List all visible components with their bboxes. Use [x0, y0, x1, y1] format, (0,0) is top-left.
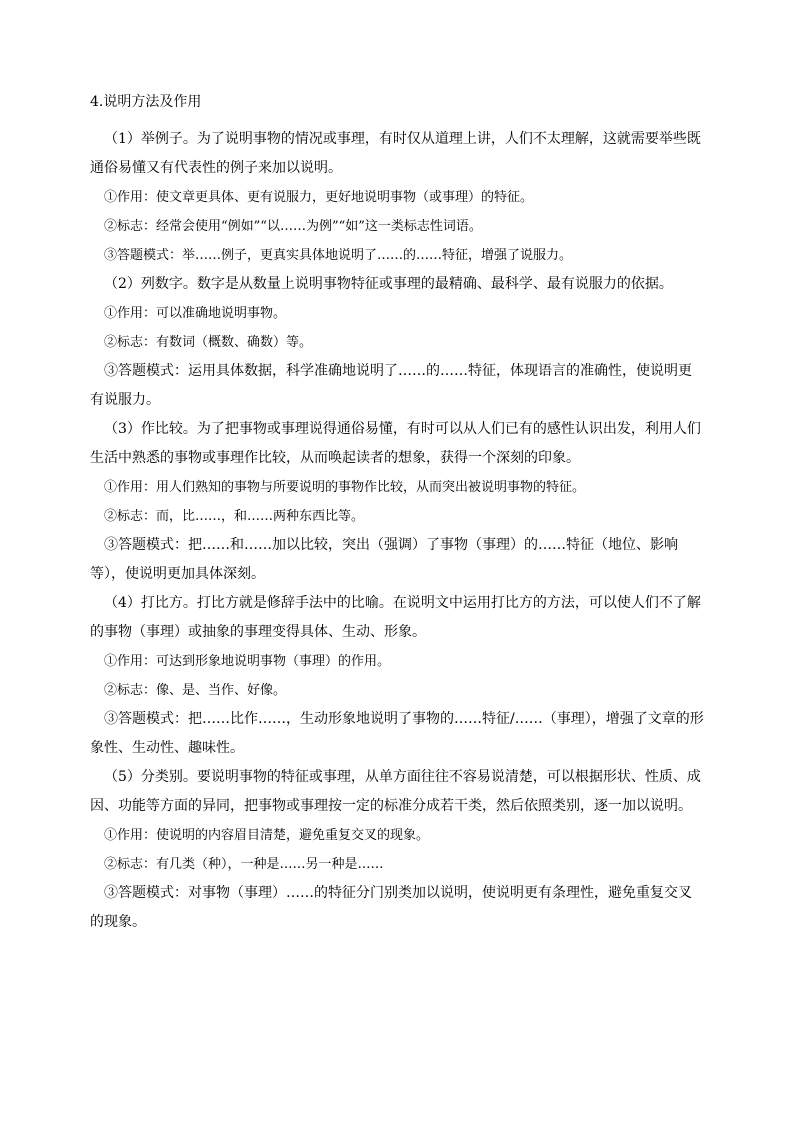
section-example [90, 125, 704, 270]
method-effect: ①作用：使说明的内容眉目清楚，避免重复交叉的现象。 [104, 828, 430, 843]
method-template: ③答题模式：把……和……加以比较，突出（强调）了事物（事理）的……特征（地位、影响等），使说明更加具体深刻。 [90, 537, 678, 582]
section-analogy [90, 589, 704, 763]
method-template: ③答题模式：举……例子，更真实具体地说明了……的……特征，增强了说服力。 [104, 248, 573, 263]
method-marker: ②标志：经常会使用“例如”“以……为例”“如”这一类标志性词语。 [104, 219, 482, 234]
section-classification [90, 763, 704, 937]
method-template: ③答题模式：把……比作……，生动形象地说明了事物的……特征/……（事理），增强了文章的形象性、生动性、趣味性。 [90, 711, 704, 756]
method-intro: （1）举例子。为了说明事物的情况或事理，有时仅从道理上讲，人们不太理解，这就需要举些既通俗易懂又有代表性的例子来加以说明。 [90, 131, 701, 176]
section-numbers [90, 270, 704, 415]
method-marker: ②标志：有几类（种），一种是……另一种是…… [104, 857, 384, 872]
method-effect: ①作用：可达到形象地说明事物（事理）的作用。 [104, 654, 391, 669]
method-intro: （3）作比较。为了把事物或事理说得通俗易懂，有时可以从人们已有的感性认识出发，利用人们生活中熟悉的事物或事理作比较，从而唤起读者的想象，获得一个深刻的印象。 [90, 421, 701, 466]
method-marker: ②标志：有数词（概数、确数）等。 [104, 335, 313, 350]
method-template: ③答题模式：运用具体数据，科学准确地说明了……的……特征，体现语言的准确性，使说明更有说服力。 [90, 363, 692, 408]
method-intro: （2）列数字。数字是从数量上说明事物特征或事理的最精确、最科学、最有说服力的依据。 [104, 276, 673, 292]
section-comparison [90, 415, 704, 589]
method-template: ③答题模式：对事物（事理）……的特征分门别类加以说明，使说明更有条理性，避免重复交叉的现象。 [90, 885, 692, 930]
method-intro: （5）分类别。要说明事物的特征或事理，从单方面往往不容易说清楚，可以根据形状、性质、成因、功能等方面的异同，把事物或事理按一定的标准分成若干类，然后依照类别，逐一加以说明。 [90, 769, 701, 814]
section-heading: 4.说明方法及作用 [90, 94, 202, 110]
method-marker: ②标志：像、是、当作、好像。 [104, 683, 287, 698]
method-intro: （4）打比方。打比方就是修辞手法中的比喻。在说明文中运用打比方的方法，可以使人们不了解的事物（事理）或抽象的事理变得具体、生动、形象。 [90, 595, 701, 640]
method-effect: ①作用：使文章更具体、更有说服力，更好地说明事物（或事理）的特征。 [104, 190, 534, 205]
method-marker: ②标志：而，比……，和……两种东西比等。 [104, 509, 365, 524]
method-effect: ①作用：用人们熟知的事物与所要说明的事物作比较，从而突出被说明事物的特征。 [104, 480, 586, 495]
method-effect: ①作用：可以准确地说明事物。 [104, 306, 287, 321]
